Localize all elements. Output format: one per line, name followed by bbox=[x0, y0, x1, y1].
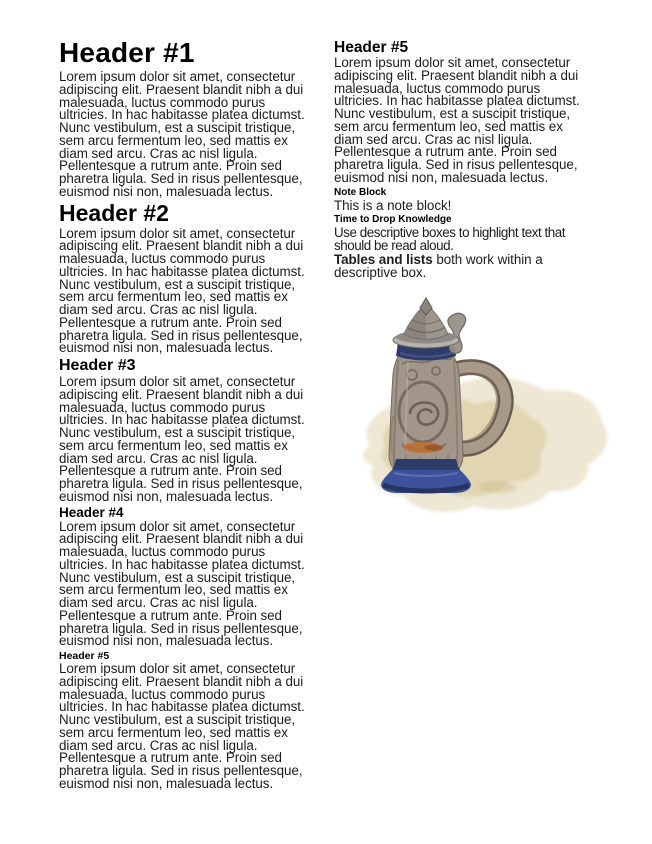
section-paragraph: Lorem ipsum dolor sit amet, consectetur adipiscing elit. Praesent blandit nibh a dui malesuada, luctus commodo purus ultricies. In hac habitasse platea dictumst. Nunc vestibulum, est a suscipit tristique, sem arcu fermentum leo, sed mattis ex diam sed arcu. Cras ac nisl ligula. Pellentesque a rutrum ante. Proin sed pharetra ligula. Sed in risus pellentesque, euismod nisi non, malesuada lectus. bbox=[59, 225, 305, 356]
stein-lid bbox=[393, 298, 466, 353]
beer-stein-illustration bbox=[350, 296, 630, 528]
right-column bbox=[334, 40, 586, 792]
section-heading-4: Header #4 bbox=[59, 504, 124, 520]
section-heading-2: Header #2 bbox=[59, 199, 169, 226]
two-column-layout bbox=[59, 37, 652, 792]
tables-note-rest: both work within a descriptive box. bbox=[334, 251, 543, 280]
note-block-text: This is a note block! bbox=[334, 197, 452, 213]
lever-knob bbox=[450, 346, 456, 352]
knowledge-block-text: Use descriptive boxes to highlight text that should be read aloud. bbox=[334, 225, 566, 253]
note-block-label: Note Block bbox=[334, 186, 387, 198]
stein-body bbox=[389, 354, 463, 475]
section-paragraph: Lorem ipsum dolor sit amet, consectetur adipiscing elit. Praesent blandit nibh a dui malesuada, luctus commodo purus ultricies. In hac habitasse platea dictumst. Nunc vestibulum, est a suscipit tristique, sem arcu fermentum leo, sed mattis ex diam sed arcu. Cras ac nisl ligula. Pellentesque a rutrum ante. Proin sed pharetra ligula. Sed in risus pellentesque, euismod nisi non, malesuada lectus. bbox=[334, 55, 580, 185]
section-1 bbox=[59, 37, 311, 199]
section-paragraph: Lorem ipsum dolor sit amet, consectetur adipiscing elit. Praesent blandit nibh a dui malesuada, luctus commodo purus ultricies. In hac habitasse platea dictumst. Nunc vestibulum, est a suscipit tristique, sem arcu fermentum leo, sed mattis ex diam sed arcu. Cras ac nisl ligula. Pellentesque a rutrum ante. Proin sed pharetra ligula. Sed in risus pellentesque, euismod nisi non, malesuada lectus. bbox=[59, 374, 305, 504]
section-2 bbox=[59, 199, 311, 356]
section-5-right bbox=[334, 40, 586, 185]
tables-note-bold: Tables and lists bbox=[334, 251, 433, 267]
section-paragraph: Lorem ipsum dolor sit amet, consectetur adipiscing elit. Praesent blandit nibh a dui malesuada, luctus commodo purus ultricies. In hac habitasse platea dictumst. Nunc vestibulum, est a suscipit tristique, sem arcu fermentum leo, sed mattis ex diam sed arcu. Cras ac nisl ligula. Pellentesque a rutrum ante. Proin sed pharetra ligula. Sed in risus pellentesque, euismod nisi non, malesuada lectus. bbox=[59, 661, 305, 791]
section-heading-5: Header #5 bbox=[59, 650, 110, 662]
section-heading-3: Header #3 bbox=[59, 357, 136, 374]
section-5 bbox=[59, 650, 311, 791]
tables-note bbox=[334, 251, 586, 280]
section-paragraph: Lorem ipsum dolor sit amet, consectetur adipiscing elit. Praesent blandit nibh a dui malesuada, luctus commodo purus ultricies. In hac habitasse platea dictumst. Nunc vestibulum, est a suscipit tristique, sem arcu fermentum leo, sed mattis ex diam sed arcu. Cras ac nisl ligula. Pellentesque a rutrum ante. Proin sed pharetra ligula. Sed in risus pellentesque, euismod nisi non, malesuada lectus. bbox=[59, 69, 305, 199]
section-paragraph: Lorem ipsum dolor sit amet, consectetur adipiscing elit. Praesent blandit nibh a dui malesuada, luctus commodo purus ultricies. In hac habitasse platea dictumst. Nunc vestibulum, est a suscipit tristique, sem arcu fermentum leo, sed mattis ex diam sed arcu. Cras ac nisl ligula. Pellentesque a rutrum ante. Proin sed pharetra ligula. Sed in risus pellentesque, euismod nisi non, malesuada lectus. bbox=[59, 518, 305, 649]
section-3 bbox=[59, 357, 311, 504]
knowledge-block-label: Time to Drop Knowledge bbox=[334, 214, 452, 226]
base-upper-band bbox=[392, 459, 460, 470]
section-4 bbox=[59, 506, 311, 649]
section-heading-5-right: Header #5 bbox=[334, 39, 409, 56]
section-heading-1: Header #1 bbox=[59, 37, 195, 68]
left-column bbox=[59, 37, 311, 792]
